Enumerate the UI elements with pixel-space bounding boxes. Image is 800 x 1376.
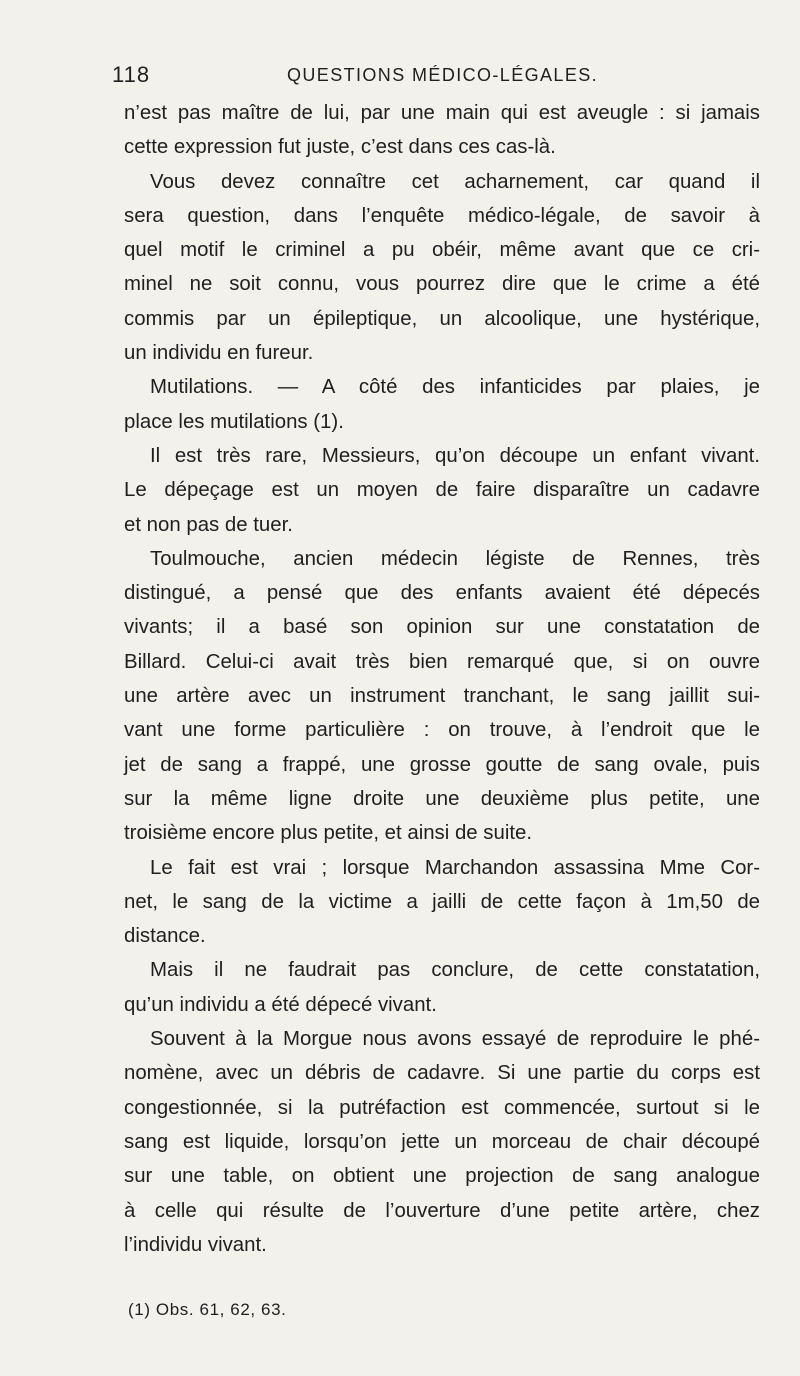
text-line: congestionnée, si la putréfaction est commencée, surtout si le <box>124 1096 760 1119</box>
text-line: minel ne soit connu, vous pourrez dire que le crime a été <box>124 273 760 296</box>
page-number: 118 <box>112 62 151 87</box>
text-line: cette expression fut juste, c’est dans ces cas-là. <box>124 136 556 159</box>
text-line: troisième encore plus petite, et ainsi de suite. <box>124 822 533 845</box>
text-line: sang est liquide, lorsqu’on jette un morceau de chair découpé <box>124 1130 760 1153</box>
text-line: vivants; il a basé son opinion sur une constatation de <box>124 616 760 639</box>
running-title: QUESTIONS MÉDICO-LÉGALES. <box>287 65 599 85</box>
text-line: sera question, dans l’enquête médico-légale, de savoir à <box>124 204 760 227</box>
text-line: Le fait est vrai ; lorsque Marchandon assassina Mme Cor- <box>150 856 760 879</box>
text-line: Le dépeçage est un moyen de faire disparaître un cadavre <box>124 479 760 502</box>
text-line: Vous devez connaître cet acharnement, car quand il <box>150 170 760 193</box>
text-line: sur une table, on obtient une projection de sang analogue <box>124 1165 760 1188</box>
text-line: l’individu vivant. <box>124 1233 267 1256</box>
footnote: (1) Obs. 61, 62, 63. <box>128 1300 287 1319</box>
text-line: distance. <box>124 925 206 948</box>
body-text <box>124 96 760 1262</box>
text-line: Souvent à la Morgue nous avons essayé de reproduire le phé- <box>150 1028 760 1051</box>
text-line: un individu en fureur. <box>124 342 314 365</box>
text-line: une artère avec un instrument tranchant, le sang jaillit sui- <box>124 685 760 708</box>
text-line: à celle qui résulte de l’ouverture d’une petite artère, chez <box>124 1199 760 1222</box>
text-line: quel motif le criminel a pu obéir, même avant que ce cri- <box>124 239 760 262</box>
text-line: qu’un individu a été dépecé vivant. <box>124 993 437 1016</box>
text-line: vant une forme particulière : on trouve, à l’endroit que le <box>124 719 760 742</box>
text-line: Billard. Celui-ci avait très bien remarqué que, si on ouvre <box>124 650 760 673</box>
text-line: distingué, a pensé que des enfants avaient été dépecés <box>124 582 760 605</box>
text-line: net, le sang de la victime a jailli de cette façon à 1m,50 de <box>124 890 760 913</box>
text-line: Toulmouche, ancien médecin légiste de Rennes, très <box>150 547 760 570</box>
text-line: commis par un épileptique, un alcoolique, une hystérique, <box>124 307 760 330</box>
text-line: jet de sang a frappé, une grosse goutte de sang ovale, puis <box>124 753 760 776</box>
text-line: n’est pas maître de lui, par une main qui est aveugle : si jamais <box>124 102 760 124</box>
text-line: et non pas de tuer. <box>124 513 293 536</box>
text-line: nomène, avec un débris de cadavre. Si une partie du corps est <box>124 1062 760 1085</box>
text-line: place les mutilations (1). <box>124 410 344 433</box>
text-line: Il est très rare, Messieurs, qu’on découpe un enfant vivant. <box>150 444 760 467</box>
text-line: sur la même ligne droite une deuxième plus petite, une <box>124 787 760 810</box>
text-line: Mutilations. — A côté des infanticides par plaies, je <box>150 376 760 399</box>
text-line: Mais il ne faudrait pas conclure, de cette constatation, <box>150 959 760 982</box>
